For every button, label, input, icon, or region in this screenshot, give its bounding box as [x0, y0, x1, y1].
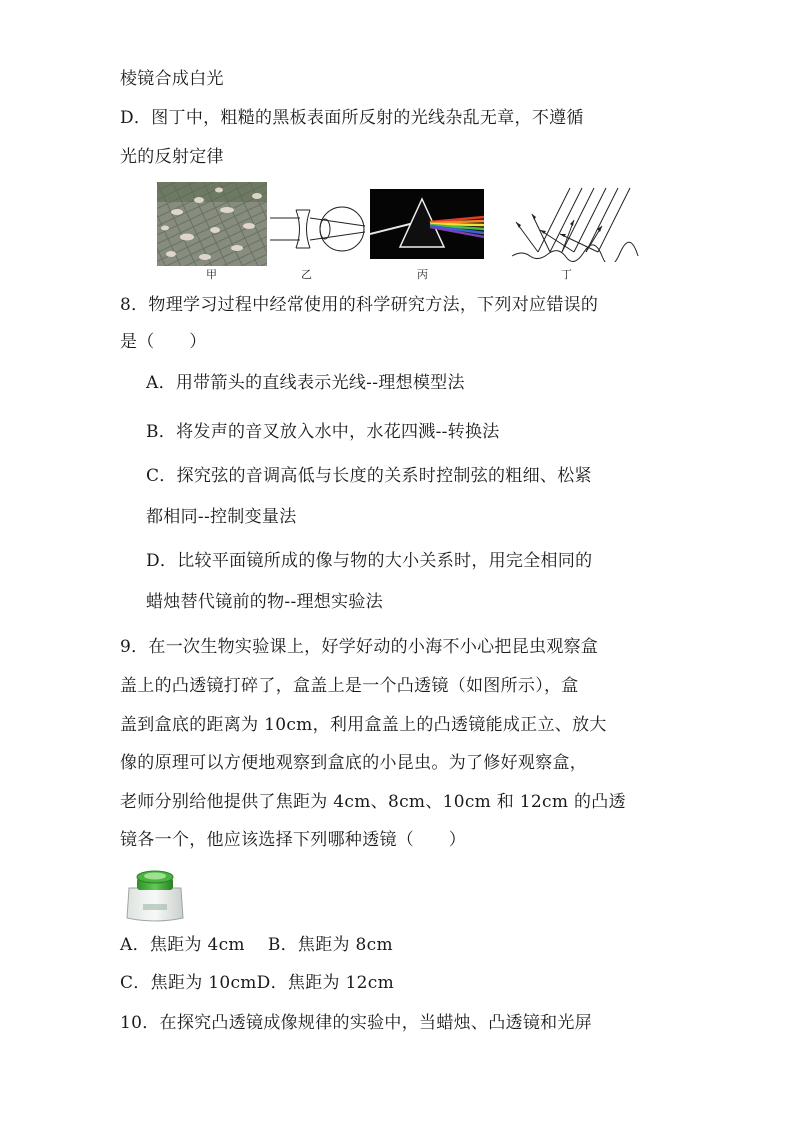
- q8-option-c-line1: C．探究弦的音调高低与长度的关系时控制弦的粗细、松紧: [146, 466, 592, 486]
- q7-option-c-continuation: 棱镜合成白光: [120, 69, 224, 89]
- q9-stem-line5: 老师分别给他提供了焦距为 4cm、8cm、10cm 和 12cm 的凸透: [120, 792, 626, 812]
- q8-stem-line1: 8．物理学习过程中经常使用的科学研究方法，下列对应错误的: [120, 295, 599, 315]
- q7-option-d-line1: D．图丁中，粗糙的黑板表面所反射的光线杂乱无章，不遵循: [120, 108, 584, 128]
- q9-stem-line6: 镜各一个，他应该选择下列哪种透镜（ ）: [120, 830, 466, 850]
- figure-insect-viewer-box: [123, 866, 187, 924]
- figure-bing-prism-dispersion: [370, 189, 484, 259]
- figure-bing-caption: 丙: [417, 268, 428, 281]
- figure-yi-caption: 乙: [301, 268, 312, 281]
- q9-stem-line1: 9．在一次生物实验课上，好学好动的小海不小心把昆虫观察盒: [120, 637, 599, 657]
- q7-option-d-line2: 光的反射定律: [120, 147, 224, 167]
- q8-option-d-line1: D．比较平面镜所成的像与物的大小关系时，用完全相同的: [146, 551, 593, 571]
- q8-stem-line2: 是（ ）: [120, 332, 207, 352]
- q9-stem-line3: 盖到盒底的距离为 10cm，利用盒盖上的凸透镜能成正立、放大: [120, 715, 607, 735]
- figure-jia-caption: 甲: [206, 268, 217, 281]
- q10-stem-line1: 10．在探究凸透镜成像规律的实验中，当蜡烛、凸透镜和光屏: [120, 1013, 593, 1033]
- q8-option-a: A．用带箭头的直线表示光线--理想模型法: [146, 373, 465, 393]
- figure-ding-diffuse-reflection: [510, 186, 640, 262]
- q8-option-d-line2: 蜡烛替代镜前的物--理想实验法: [146, 592, 383, 612]
- q9-options-cd: C．焦距为 10cmD．焦距为 12cm: [120, 973, 394, 993]
- q8-option-c-line2: 都相同--控制变量法: [146, 507, 297, 527]
- figure-jia-light-spots-photo: [157, 182, 267, 266]
- figure-yi-eye-lens-diagram: [270, 200, 368, 260]
- q9-stem-line2: 盖上的凸透镜打碎了，盒盖上是一个凸透镜（如图所示），盒: [120, 676, 579, 696]
- q9-options-ab: A．焦距为 4cm B．焦距为 8cm: [120, 935, 393, 955]
- q9-stem-line4: 像的原理可以方便地观察到盒底的小昆虫。为了修好观察盒，: [120, 753, 588, 773]
- figure-ding-caption: 丁: [561, 268, 572, 281]
- q8-option-b: B．将发声的音叉放入水中，水花四溅--转换法: [146, 422, 500, 442]
